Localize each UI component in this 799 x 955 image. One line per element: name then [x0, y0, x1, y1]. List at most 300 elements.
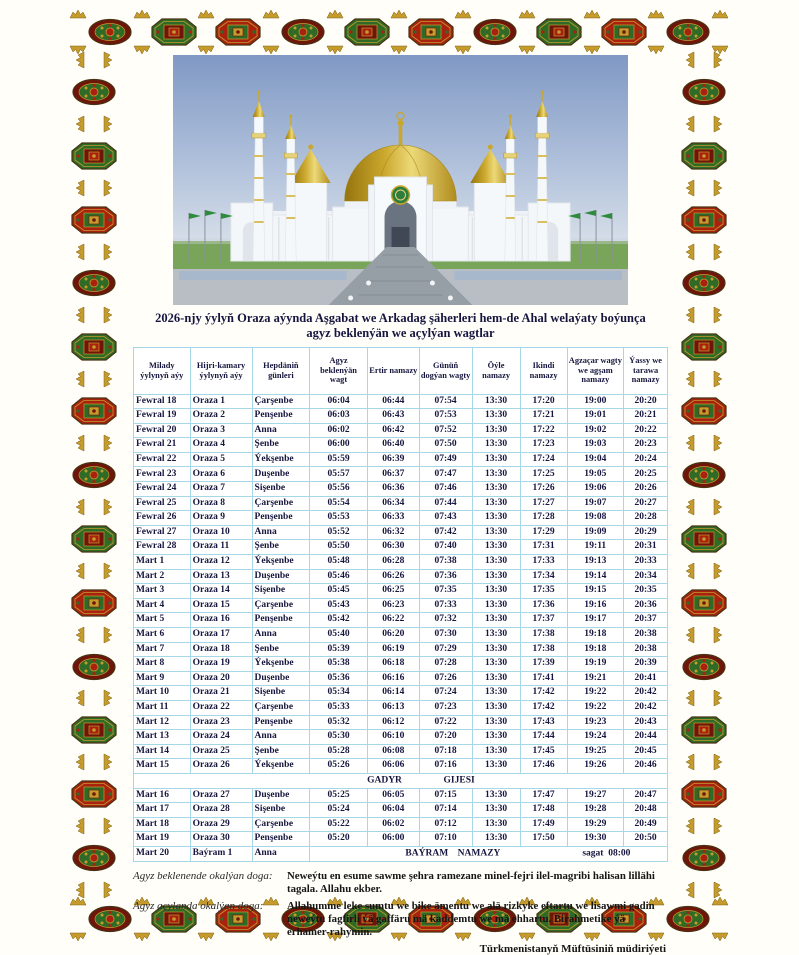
table-cell: 07:14: [419, 803, 472, 818]
title-line-1: 2026-njy ýylyň Oraza aýynda Aşgabat we Arkadag şäherleri hem-de Ahal welaýaty boýunça: [155, 311, 646, 325]
table-cell: 06:00: [367, 832, 419, 847]
table-cell: 05:39: [310, 642, 368, 657]
carpet-gol-icon: [681, 653, 727, 681]
crown-motif-icon: [76, 627, 84, 643]
column-header: Agyz beklenýän wagt: [310, 347, 368, 394]
table-cell: 19:04: [567, 452, 624, 467]
crown-motif-icon: [104, 116, 112, 132]
table-cell: 06:43: [367, 409, 419, 424]
crown-motif-icon: [104, 754, 112, 770]
table-cell: 13:30: [472, 628, 520, 643]
table-cell: Mart 19: [134, 832, 191, 847]
crown-motif-pair: [72, 311, 116, 319]
crown-motif-pair: [682, 631, 726, 639]
table-cell: 06:12: [367, 715, 419, 730]
table-cell: 13:30: [472, 803, 520, 818]
table-cell: 05:40: [310, 628, 368, 643]
table-cell: 13:30: [472, 730, 520, 745]
table-cell: 06:36: [367, 482, 419, 497]
ornament-border-right: [682, 56, 726, 894]
crown-motif-icon: [686, 244, 694, 260]
header-row: [134, 347, 668, 394]
crown-motif-icon: [648, 46, 664, 54]
table-cell: Oraza 9: [190, 511, 252, 526]
table-cell: Mart 14: [134, 744, 191, 759]
table-cell: 13:30: [472, 540, 520, 555]
table-cell: Çarşenbe: [252, 700, 310, 715]
table-cell: 17:45: [520, 744, 567, 759]
table-cell: 17:41: [520, 671, 567, 686]
table-cell: Mart 1: [134, 555, 191, 570]
ornament-border-top: [70, 10, 728, 54]
table-cell: 07:18: [419, 744, 472, 759]
crown-motif-icon: [686, 52, 694, 68]
carpet-gol-icon: [681, 716, 727, 744]
table-cell: 13:30: [472, 744, 520, 759]
table-cell: Oraza 16: [190, 613, 252, 628]
table-cell: 13:30: [472, 409, 520, 424]
table-cell: Oraza 12: [190, 555, 252, 570]
table-cell: Sişenbe: [252, 803, 310, 818]
table-cell: 05:22: [310, 817, 368, 832]
crown-motif-pair: [70, 897, 86, 941]
table-cell: 19:23: [567, 715, 624, 730]
crown-motif-icon: [712, 897, 728, 905]
crown-motif-pair: [72, 375, 116, 383]
crown-motif-pair: [198, 10, 214, 54]
carpet-gol-icon: [681, 461, 727, 489]
table-cell: Ýekşenbe: [252, 759, 310, 774]
table-row: [134, 555, 668, 570]
table-cell: 05:57: [310, 467, 368, 482]
table-row: [134, 803, 668, 818]
table-cell: 19:22: [567, 686, 624, 701]
crown-motif-icon: [686, 499, 694, 515]
table-cell: 19:06: [567, 482, 624, 497]
crown-motif-icon: [76, 563, 84, 579]
table-cell: Oraza 11: [190, 540, 252, 555]
crown-motif-icon: [686, 307, 694, 323]
carpet-gol-icon: [71, 78, 117, 106]
table-cell: 07:40: [419, 540, 472, 555]
table-cell: 20:31: [624, 540, 668, 555]
carpet-gol-icon: [71, 589, 117, 617]
crown-motif-icon: [104, 244, 112, 260]
table-cell: 05:59: [310, 452, 368, 467]
table-cell: 07:23: [419, 700, 472, 715]
table-cell: 13:30: [472, 700, 520, 715]
table-cell: Ýekşenbe: [252, 452, 310, 467]
crown-motif-pair: [72, 120, 116, 128]
table-cell: 13:30: [472, 394, 520, 409]
table-cell: 06:19: [367, 642, 419, 657]
carpet-gol-icon: [71, 525, 117, 553]
bayram-namazy-label: sagat 08:00: [582, 847, 631, 858]
table-cell: 06:42: [367, 423, 419, 438]
crown-motif-pair: [682, 822, 726, 830]
table-cell: Penşenbe: [252, 511, 310, 526]
doga-section: [133, 870, 668, 940]
table-cell: Fewral 18: [134, 394, 191, 409]
table-cell: 05:48: [310, 555, 368, 570]
table-cell: Şenbe: [252, 744, 310, 759]
carpet-gol-icon: [681, 844, 727, 872]
table-cell: Penşenbe: [252, 409, 310, 424]
table-row: [134, 584, 668, 599]
table-cell: 17:35: [520, 584, 567, 599]
table-cell: 17:36: [520, 598, 567, 613]
table-cell: 13:30: [472, 584, 520, 599]
crown-motif-pair: [72, 184, 116, 192]
table-cell: Fewral 20: [134, 423, 191, 438]
crown-motif-icon: [712, 10, 728, 18]
crown-motif-pair: [263, 10, 279, 54]
table-cell: Fewral 21: [134, 438, 191, 453]
table-cell: 19:11: [567, 540, 624, 555]
crown-motif-pair: [455, 10, 471, 54]
table-cell: Oraza 1: [190, 394, 252, 409]
crown-motif-icon: [104, 627, 112, 643]
crown-motif-pair: [72, 631, 116, 639]
table-cell: 17:22: [520, 423, 567, 438]
table-cell: 13:30: [472, 832, 520, 847]
table-cell: 05:32: [310, 715, 368, 730]
table-cell: Duşenbe: [252, 467, 310, 482]
table-cell: Şenbe: [252, 540, 310, 555]
table-cell: Oraza 5: [190, 452, 252, 467]
table-cell: Sişenbe: [252, 584, 310, 599]
table-cell: 07:46: [419, 482, 472, 497]
carpet-gol-icon: [681, 206, 727, 234]
crown-motif-pair: [682, 758, 726, 766]
crown-motif-icon: [76, 116, 84, 132]
doga-text: Neweýtu en esume sawme şehra ramezane minel-fejri ilel-magribi halisan lillähi tagala. Allahu ekber.: [287, 869, 655, 895]
crown-motif-icon: [714, 435, 722, 451]
table-row: [134, 686, 668, 701]
crown-motif-icon: [686, 818, 694, 834]
table-cell: Fewral 28: [134, 540, 191, 555]
table-cell: 17:28: [520, 511, 567, 526]
table-cell: 06:40: [367, 438, 419, 453]
table-cell: 05:50: [310, 540, 368, 555]
crown-motif-icon: [76, 307, 84, 323]
crown-motif-icon: [70, 933, 86, 941]
table-cell: 06:44: [367, 394, 419, 409]
crown-motif-icon: [455, 46, 471, 54]
carpet-gol-icon: [87, 18, 133, 46]
crown-motif-icon: [714, 307, 722, 323]
table-cell: 07:38: [419, 555, 472, 570]
table-cell: 06:13: [367, 700, 419, 715]
table-cell: 06:20: [367, 628, 419, 643]
table-cell: 07:22: [419, 715, 472, 730]
crown-motif-icon: [70, 897, 86, 905]
table-cell: 07:12: [419, 817, 472, 832]
table-cell: Oraza 13: [190, 569, 252, 584]
table-row: [134, 438, 668, 453]
table-cell: Şenbe: [252, 642, 310, 657]
crown-motif-pair: [70, 10, 86, 54]
table-cell: Fewral 24: [134, 482, 191, 497]
table-cell: 07:44: [419, 496, 472, 511]
carpet-gol-icon: [681, 269, 727, 297]
table-cell: 13:30: [472, 482, 520, 497]
table-row: [134, 496, 668, 511]
crown-motif-icon: [391, 46, 407, 54]
table-row: [134, 832, 668, 847]
table-cell: 19:24: [567, 730, 624, 745]
crown-motif-icon: [76, 371, 84, 387]
table-cell: Anna: [252, 846, 310, 861]
crown-motif-pair: [134, 10, 150, 54]
table-cell: Oraza 6: [190, 467, 252, 482]
table-cell: 13:30: [472, 788, 520, 803]
table-cell: Mart 9: [134, 671, 191, 686]
crown-motif-pair: [72, 56, 116, 64]
carpet-gol-icon: [71, 653, 117, 681]
table-cell: Mart 7: [134, 642, 191, 657]
crown-motif-pair: [682, 567, 726, 575]
crown-motif-icon: [104, 882, 112, 898]
table-cell: 06:08: [367, 744, 419, 759]
table-cell: Anna: [252, 730, 310, 745]
crown-motif-pair: [712, 10, 728, 54]
table-row: [134, 482, 668, 497]
table-cell: 06:16: [367, 671, 419, 686]
crown-motif-pair: [72, 503, 116, 511]
table-cell: 07:54: [419, 394, 472, 409]
crown-motif-icon: [104, 371, 112, 387]
table-cell: 06:04: [367, 803, 419, 818]
table-cell: 20:41: [624, 671, 668, 686]
crown-motif-icon: [104, 499, 112, 515]
table-cell: 05:46: [310, 569, 368, 584]
table-cell: 17:34: [520, 569, 567, 584]
table-cell: 07:43: [419, 511, 472, 526]
table-cell: 07:52: [419, 423, 472, 438]
table-row: [134, 540, 668, 555]
table-cell: 17:26: [520, 482, 567, 497]
table-cell: 06:14: [367, 686, 419, 701]
table-cell: 19:29: [567, 817, 624, 832]
carpet-gol-icon: [71, 716, 117, 744]
table-cell: 19:09: [567, 525, 624, 540]
table-cell: 17:33: [520, 555, 567, 570]
table-cell: 20:39: [624, 657, 668, 672]
table-cell: 07:16: [419, 759, 472, 774]
table-cell: 05:36: [310, 671, 368, 686]
gadyr-gijesi-row-cell: [134, 773, 668, 788]
crown-motif-pair: [712, 897, 728, 941]
crown-motif-pair: [72, 248, 116, 256]
table-cell: 17:38: [520, 642, 567, 657]
table-cell: 19:05: [567, 467, 624, 482]
table-cell: 20:44: [624, 730, 668, 745]
table-row: [134, 773, 668, 788]
table-row: [134, 511, 668, 526]
table-cell: 05:52: [310, 525, 368, 540]
table-cell: 07:30: [419, 628, 472, 643]
carpet-gol-icon: [71, 844, 117, 872]
crown-motif-icon: [104, 818, 112, 834]
table-cell: 20:21: [624, 409, 668, 424]
table-cell: 05:30: [310, 730, 368, 745]
table-cell: 19:15: [567, 584, 624, 599]
table-cell: 20:49: [624, 817, 668, 832]
crown-motif-icon: [584, 46, 600, 54]
table-cell: 13:30: [472, 598, 520, 613]
table-cell: Mart 6: [134, 628, 191, 643]
column-header: Öýle namazy: [472, 347, 520, 394]
crown-motif-icon: [686, 882, 694, 898]
carpet-gol-icon: [151, 18, 197, 46]
table-row: [134, 715, 668, 730]
table-cell: 05:33: [310, 700, 368, 715]
title-line-2: agyz beklenýän we açylýan wagtlar: [306, 326, 495, 341]
table-cell: 20:38: [624, 642, 668, 657]
table-cell: 05:53: [310, 511, 368, 526]
column-header: Agzaçar wagty we agşam namazy: [567, 347, 624, 394]
crown-motif-icon: [519, 10, 535, 18]
crown-motif-icon: [686, 435, 694, 451]
table-cell: Oraza 17: [190, 628, 252, 643]
table-cell: Mart 5: [134, 613, 191, 628]
table-cell: 07:20: [419, 730, 472, 745]
table-cell: Mart 2: [134, 569, 191, 584]
table-row: [134, 598, 668, 613]
crown-motif-icon: [714, 754, 722, 770]
column-header: Günüň dogýan wagty: [419, 347, 472, 394]
table-cell: Oraza 28: [190, 803, 252, 818]
table-cell: Oraza 25: [190, 744, 252, 759]
table-cell: Oraza 2: [190, 409, 252, 424]
table-cell: 05:24: [310, 803, 368, 818]
crown-motif-icon: [76, 244, 84, 260]
table-cell: 07:35: [419, 584, 472, 599]
table-cell: 17:38: [520, 628, 567, 643]
table-cell: 07:33: [419, 598, 472, 613]
column-header: Hepdäniň günleri: [252, 347, 310, 394]
table-row: [134, 657, 668, 672]
table-cell: Oraza 20: [190, 671, 252, 686]
table-cell: Oraza 22: [190, 700, 252, 715]
crown-motif-icon: [104, 563, 112, 579]
table-cell: 19:01: [567, 409, 624, 424]
table-cell: Anna: [252, 628, 310, 643]
table-cell: 05:26: [310, 759, 368, 774]
crown-motif-pair: [682, 439, 726, 447]
table-cell: 20:26: [624, 482, 668, 497]
crown-motif-icon: [104, 180, 112, 196]
crown-motif-icon: [712, 933, 728, 941]
table-cell: 06:37: [367, 467, 419, 482]
table-cell: Duşenbe: [252, 671, 310, 686]
crown-motif-icon: [714, 244, 722, 260]
crown-motif-icon: [686, 754, 694, 770]
table-cell: 20:42: [624, 686, 668, 701]
table-cell: 20:29: [624, 525, 668, 540]
crown-motif-icon: [104, 52, 112, 68]
column-header: Ikindi namazy: [520, 347, 567, 394]
carpet-gol-icon: [71, 142, 117, 170]
table-cell: 17:21: [520, 409, 567, 424]
table-cell: 17:43: [520, 715, 567, 730]
table-cell: Fewral 26: [134, 511, 191, 526]
table-cell: 13:30: [472, 657, 520, 672]
table-cell: Oraza 7: [190, 482, 252, 497]
table-cell: Oraza 8: [190, 496, 252, 511]
crown-motif-pair: [682, 56, 726, 64]
table-cell: Mart 11: [134, 700, 191, 715]
crown-motif-icon: [714, 563, 722, 579]
crown-motif-pair: [682, 311, 726, 319]
table-row: [134, 730, 668, 745]
table-row: [134, 394, 668, 409]
table-cell: 19:16: [567, 598, 624, 613]
table-cell: 20:35: [624, 584, 668, 599]
crown-motif-pair: [72, 439, 116, 447]
table-cell: Duşenbe: [252, 569, 310, 584]
crown-motif-icon: [686, 563, 694, 579]
carpet-gol-icon: [681, 333, 727, 361]
table-cell: Çarşenbe: [252, 817, 310, 832]
table-cell: 19:13: [567, 555, 624, 570]
table-cell: 13:30: [472, 613, 520, 628]
table-cell: Oraza 23: [190, 715, 252, 730]
crown-motif-pair: [682, 184, 726, 192]
table-cell: 20:33: [624, 555, 668, 570]
crown-motif-pair: [519, 10, 535, 54]
table-cell: 17:44: [520, 730, 567, 745]
carpet-gol-icon: [215, 18, 261, 46]
table-cell: 17:48: [520, 803, 567, 818]
gadyr-gijesi-label: GADYR: [367, 774, 402, 785]
crown-motif-icon: [686, 690, 694, 706]
table-cell: 19:07: [567, 496, 624, 511]
table-cell: 19:18: [567, 628, 624, 643]
table-cell: 06:33: [367, 511, 419, 526]
table-cell: 20:27: [624, 496, 668, 511]
doga-label: Agyz beklenende okalýan doga:: [133, 869, 273, 882]
table-cell: Oraza 30: [190, 832, 252, 847]
table-cell: 05:28: [310, 744, 368, 759]
crown-motif-icon: [134, 10, 150, 18]
table-cell: 07:32: [419, 613, 472, 628]
table-cell: 20:20: [624, 394, 668, 409]
carpet-gol-icon: [681, 525, 727, 553]
carpet-gol-icon: [681, 78, 727, 106]
table-cell: 17:24: [520, 452, 567, 467]
timetable-body: [134, 394, 668, 861]
table-cell: 07:29: [419, 642, 472, 657]
table-cell: 06:30: [367, 540, 419, 555]
table-cell: 19:17: [567, 613, 624, 628]
table-cell: 05:34: [310, 686, 368, 701]
crown-motif-icon: [70, 10, 86, 18]
table-cell: Oraza 27: [190, 788, 252, 803]
table-cell: 20:38: [624, 628, 668, 643]
table-cell: 06:25: [367, 584, 419, 599]
ornament-border-left: [72, 56, 116, 894]
table-cell: 13:30: [472, 438, 520, 453]
table-cell: 17:46: [520, 759, 567, 774]
table-cell: Penşenbe: [252, 613, 310, 628]
table-cell: 05:56: [310, 482, 368, 497]
table-cell: 13:30: [472, 671, 520, 686]
table-cell: 19:22: [567, 700, 624, 715]
crown-motif-icon: [686, 627, 694, 643]
table-cell: 07:26: [419, 671, 472, 686]
